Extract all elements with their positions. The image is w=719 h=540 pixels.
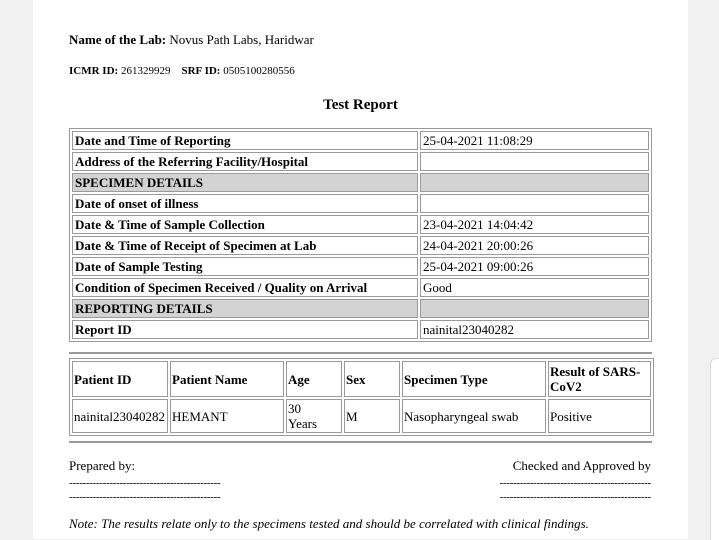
header-patient-name: Patient Name (170, 361, 284, 397)
cell-patient-name: HEMANT (170, 399, 284, 433)
header-result: Result of SARS-CoV2 (548, 361, 651, 397)
lab-name-line (69, 32, 314, 48)
cell-result: Positive (548, 399, 651, 433)
cell-sex: M (344, 399, 400, 433)
report-page (33, 0, 688, 539)
table-row (72, 194, 649, 213)
detail-value: 25-04-2021 09:00:26 (420, 257, 649, 276)
section-header-row (72, 299, 649, 318)
section-title: REPORTING DETAILS (72, 299, 418, 318)
detail-label: Address of the Referring Facility/Hospital (72, 152, 418, 171)
detail-value (420, 152, 649, 171)
header-specimen-type: Specimen Type (402, 361, 546, 397)
lab-name-value: Novus Path Labs, Haridwar (169, 32, 314, 47)
header-age: Age (286, 361, 342, 397)
cell-age (286, 399, 342, 433)
table-row (72, 131, 649, 150)
detail-label: Date and Time of Reporting (72, 131, 418, 150)
table-row (72, 278, 649, 297)
patient-table-header-row (72, 361, 651, 397)
header-patient-id: Patient ID (72, 361, 168, 397)
patient-result-table (69, 358, 654, 436)
checked-by-label: Checked and Approved by (512, 458, 651, 473)
table-row (72, 257, 649, 276)
table-row (72, 399, 651, 433)
detail-label: Report ID (72, 320, 418, 339)
detail-value (420, 173, 649, 192)
checked-by-dash-2: --------------------------------------------- (499, 491, 651, 503)
table-row (72, 152, 649, 171)
detail-value: 25-04-2021 11:08:29 (420, 131, 649, 150)
detail-value: Good (420, 278, 649, 297)
detail-value: 23-04-2021 14:04:42 (420, 215, 649, 234)
section-header-row (72, 173, 649, 192)
detail-value: nainital23040282 (420, 320, 649, 339)
report-details-table (69, 128, 652, 342)
detail-value (420, 194, 649, 213)
prepared-by-dash-2: --------------------------------------------- (69, 491, 221, 503)
srf-id-value: 0505100280556 (223, 65, 295, 77)
prepared-by-dash-1: --------------------------------------------- (69, 477, 221, 489)
table-row (72, 320, 649, 339)
detail-label: Date of onset of illness (72, 194, 418, 213)
srf-id-label: SRF ID: (181, 65, 221, 77)
cell-specimen-type: Nasopharyngeal swab (402, 399, 546, 433)
detail-label: Date & Time of Receipt of Specimen at Lab (72, 236, 418, 255)
section-title: SPECIMEN DETAILS (72, 173, 418, 192)
checked-by-dash-1: --------------------------------------------- (499, 477, 651, 489)
scrollbar[interactable] (710, 358, 719, 540)
detail-label: Condition of Specimen Received / Quality on Arrival (72, 278, 418, 297)
header-sex: Sex (344, 361, 400, 397)
lab-ids-line (69, 65, 295, 77)
table-row (72, 236, 649, 255)
prepared-by-block (69, 458, 220, 503)
age-number: 30 (288, 401, 301, 416)
detail-label: Date & Time of Sample Collection (72, 215, 418, 234)
checked-by-block (500, 458, 651, 503)
prepared-by-label: Prepared by: (69, 458, 136, 473)
cell-patient-id: nainital23040282 (72, 399, 168, 433)
divider-bottom (69, 441, 652, 443)
detail-label: Date of Sample Testing (72, 257, 418, 276)
table-row (72, 215, 649, 234)
age-unit: Years (288, 416, 318, 431)
lab-name-label: Name of the Lab: (69, 32, 167, 47)
icmr-id-value: 261329929 (120, 65, 171, 77)
report-title: Test Report (323, 97, 398, 113)
detail-value (420, 299, 649, 318)
detail-value: 24-04-2021 20:00:26 (420, 236, 649, 255)
icmr-id-label: ICMR ID: (69, 65, 119, 77)
divider-top (69, 352, 652, 354)
disclaimer-note: Note: The results relate only to the specimens tested and should be correlated with clinical findings. (69, 516, 589, 531)
